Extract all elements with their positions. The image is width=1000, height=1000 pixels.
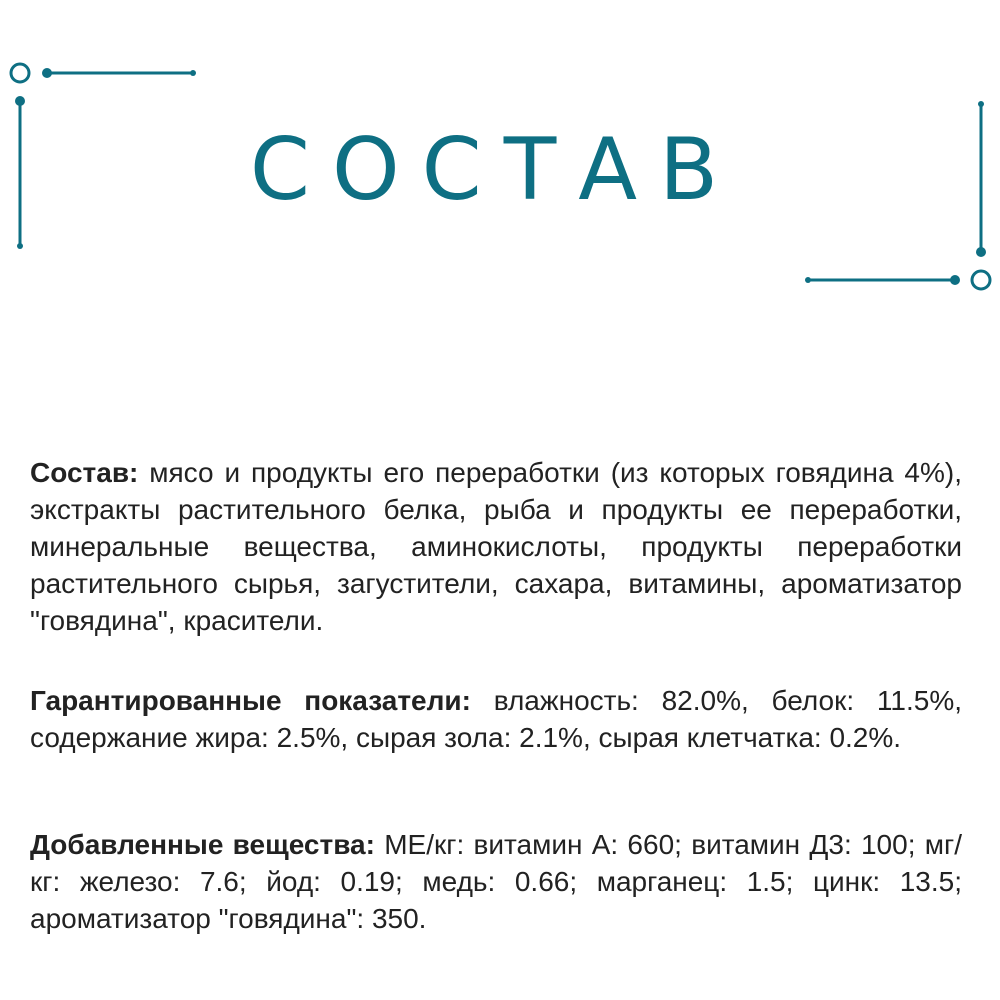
additives-text: МЕ/кг: витамин А: 660; витамин Д3: 100; мг/кг: железо: 7.6; йод: 0.19; медь: 0.66; марганец: 1.5; цинк: 13.5; ароматизатор "говядина": 350. xyxy=(30,829,962,934)
composition-paragraph xyxy=(30,454,962,639)
ring-icon xyxy=(972,271,990,289)
guaranteed-indicators-text: влажность: 82.0%, белок: 11.5%, содержание жира: 2.5%, сырая зола: 2.1%, сырая клетчатка: 0.2%. xyxy=(30,685,963,753)
guaranteed-indicators-paragraph xyxy=(30,682,962,756)
composition-text: мясо и продукты его переработки (из которых говядина 4%), экстракты растительного белка, рыба и продукты ее переработки, минеральные вещества, аминокислоты, продукты переработки растительного сырья, загустители, сахара, витамины, ароматизатор "говядина", красители. xyxy=(30,457,962,636)
additives-label: Добавленные вещества: xyxy=(30,829,375,860)
page-title: СОСТАВ xyxy=(249,120,741,220)
dot-icon xyxy=(976,247,986,257)
line-end-dot xyxy=(805,277,811,283)
composition-label: Состав: xyxy=(30,457,139,488)
line-end-dot xyxy=(17,243,23,249)
line-end-dot xyxy=(190,70,196,76)
ring-icon xyxy=(11,64,29,82)
guaranteed-indicators-label: Гарантированные показатели: xyxy=(30,685,471,716)
additives-paragraph xyxy=(30,826,962,937)
